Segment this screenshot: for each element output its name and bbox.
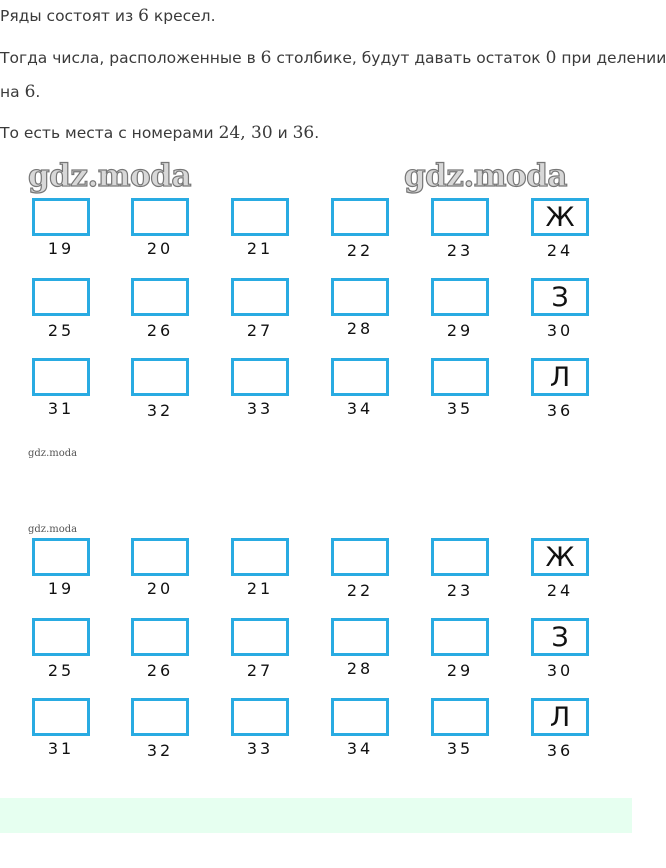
seat-box	[431, 538, 489, 576]
seat-letter: З	[551, 621, 569, 653]
seat-letter: Ж	[545, 541, 575, 573]
seat-number: 36	[546, 741, 574, 760]
seat-number: 27	[246, 321, 274, 340]
seat-number: 23	[446, 581, 474, 600]
solution-line-3: на 6.	[0, 82, 41, 102]
solution-line-1: Ряды состоят из 6 кресел.	[0, 6, 216, 26]
seat-box	[131, 198, 189, 236]
seat-box	[32, 278, 90, 316]
seat-box	[231, 198, 289, 236]
seat-number: 29	[446, 321, 474, 340]
seat-box	[431, 278, 489, 316]
seat-number: 21	[246, 579, 274, 598]
watermark-small: gdz.moda	[28, 448, 78, 459]
seat-number: 34	[346, 739, 374, 758]
seat-number: 35	[446, 399, 474, 418]
seat-box	[231, 618, 289, 656]
seat-box	[32, 538, 90, 576]
seat-box	[331, 698, 389, 736]
seat-letter: Ж	[545, 201, 575, 233]
seat-box	[131, 538, 189, 576]
seat-number: 33	[246, 399, 274, 418]
seat-box	[331, 278, 389, 316]
seat-number: 31	[47, 739, 75, 758]
seat-box	[131, 698, 189, 736]
seat-box	[531, 198, 589, 236]
seat-number: 30	[546, 661, 574, 680]
seat-number: 21	[246, 239, 274, 258]
seat-number: 28	[346, 319, 374, 338]
seat-number: 32	[146, 401, 174, 420]
seat-box	[431, 618, 489, 656]
seat-box	[32, 618, 90, 656]
seat-number: 25	[47, 661, 75, 680]
seat-number: 32	[146, 741, 174, 760]
seat-box	[431, 698, 489, 736]
seat-box	[531, 538, 589, 576]
seat-box	[531, 358, 589, 396]
seat-box	[431, 198, 489, 236]
seat-box	[431, 358, 489, 396]
solution-line-4: То есть места с номерами 24, 30 и 36.	[0, 123, 320, 143]
seat-number: 20	[146, 239, 174, 258]
seat-box	[331, 358, 389, 396]
seat-box	[531, 698, 589, 736]
solution-line-2: Тогда числа, расположенные в 6 столбике, будут давать остаток 0 при делении	[0, 48, 666, 68]
seat-box	[131, 358, 189, 396]
seat-number: 36	[546, 401, 574, 420]
seat-box	[331, 198, 389, 236]
seat-number: 27	[246, 661, 274, 680]
watermark-logo: gdz.moda	[404, 158, 567, 194]
seat-number: 28	[346, 659, 374, 678]
seat-number: 26	[146, 661, 174, 680]
seat-box	[231, 358, 289, 396]
seat-number: 31	[47, 399, 75, 418]
seat-box	[531, 278, 589, 316]
seat-letter: Л	[549, 361, 571, 393]
seat-box	[531, 618, 589, 656]
watermark-logo: gdz.moda	[28, 158, 191, 194]
seat-box	[331, 618, 389, 656]
footer-bar	[0, 798, 632, 833]
seat-number: 34	[346, 399, 374, 418]
seat-number: 20	[146, 579, 174, 598]
seat-number: 24	[546, 581, 574, 600]
seat-number: 33	[246, 739, 274, 758]
seat-number: 22	[346, 241, 374, 260]
seat-number: 25	[47, 321, 75, 340]
seat-number: 23	[446, 241, 474, 260]
seat-box	[131, 618, 189, 656]
seat-box	[331, 538, 389, 576]
seat-letter: З	[551, 281, 569, 313]
seat-letter: Л	[549, 701, 571, 733]
seat-number: 19	[47, 239, 75, 258]
seat-number: 19	[47, 579, 75, 598]
watermark-small: gdz.moda	[28, 524, 78, 535]
seat-box	[131, 278, 189, 316]
seat-number: 22	[346, 581, 374, 600]
seat-box	[32, 198, 90, 236]
seat-number: 35	[446, 739, 474, 758]
seat-number: 29	[446, 661, 474, 680]
seat-number: 24	[546, 241, 574, 260]
seat-number: 26	[146, 321, 174, 340]
seat-box	[32, 358, 90, 396]
seat-number: 30	[546, 321, 574, 340]
seat-box	[231, 698, 289, 736]
seat-box	[231, 278, 289, 316]
seat-box	[32, 698, 90, 736]
seat-box	[231, 538, 289, 576]
